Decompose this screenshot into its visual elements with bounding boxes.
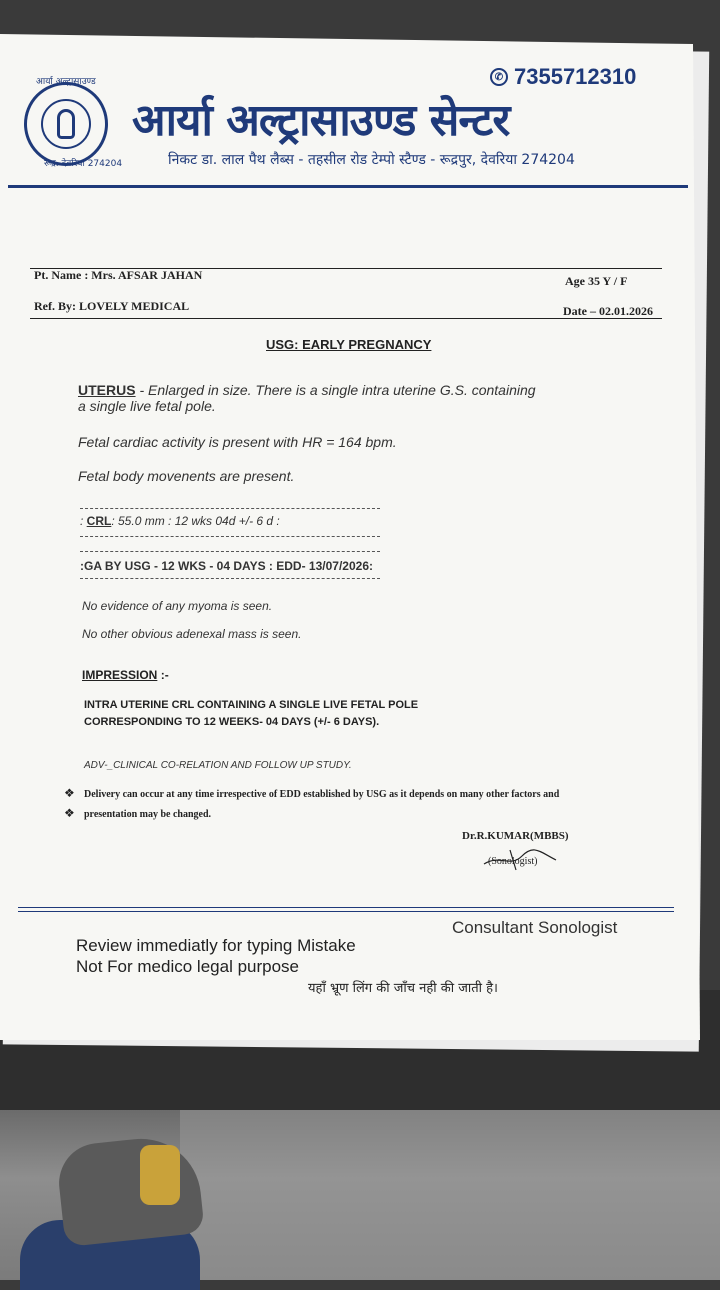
consultant-title: Consultant Sonologist [452,918,618,937]
impression-heading [82,668,169,682]
impression-label: IMPRESSION [82,668,158,682]
phone-number [490,64,636,90]
gender-test-notice: यहाँ भ्रूण लिंग की जाँच नही की जाती है। [308,981,498,996]
legal-note: Not For medico legal purpose [76,957,300,976]
dash-rule [80,536,380,537]
footer-rule-bottom [18,911,674,912]
myoma-finding: No evidence of any myoma is seen. [82,599,273,613]
patient-bottom-rule [30,318,662,319]
dash-rule [80,551,380,552]
sonologist-label: (Sonologist) [488,856,538,867]
cardiac-activity: Fetal cardiac activity is present with HR = 164 bpm. [78,434,397,450]
advice: ADV-_CLINICAL CO-RELATION AND FOLLOW UP STUDY. [84,760,352,771]
uterus-label: UTERUS [78,382,136,398]
header-divider [8,185,688,188]
uterus-line-1 [78,382,536,398]
gestational-age: :GA BY USG - 12 WKS - 04 DAYS : EDD- 13/07/2026: [80,559,373,573]
report-date: Date – 02.01.2026 [563,304,653,318]
patient-age: Age 35 Y / F [565,274,628,288]
adnexal-finding: No other obvious adenexal mass is seen. [82,627,302,641]
delivery-note-2: presentation may be changed. [84,809,212,820]
uterus-line-2: a single live fetal pole. [78,398,216,414]
footer-rule-top [18,907,674,908]
dash-rule [80,578,380,579]
impression-line-1: INTRA UTERINE CRL CONTAINING A SINGLE LIVE FETAL POLE [84,699,419,711]
report-title: USG: EARLY PREGNANCY [266,337,432,352]
referred-by: Ref. By: LOVELY MEDICAL [34,299,190,313]
mother-child-icon [41,99,91,149]
shoe-accent [140,1145,180,1205]
diamond-bullet-icon: ❖ [64,786,75,800]
logo-text-bottom: रूद्र. देवरिया 274204 [44,159,123,169]
impression-line-2: CORRESPONDING TO 12 WEEKS- 04 DAYS (+/- 6 DAYS). [84,716,380,728]
review-note: Review immediatly for typing Mistake [76,936,356,955]
dash-rule [80,508,380,509]
crl-label: CRL [86,514,112,528]
fetal-movements: Fetal body movenents are present. [78,468,295,484]
logo-text-top: आर्या अल्ट्रासाउण्ड [36,77,96,87]
center-address: निकट डा. लाल पैथ लैब्स - तहसील रोड टेम्पो स्टैण्ड - रूद्रपुर, देवरिया 274204 [168,152,575,168]
patient-name: Pt. Name : Mrs. AFSAR JAHAN [34,268,203,282]
signature [480,846,560,872]
whatsapp-icon: ✆ [490,68,508,86]
uterus-text-1: - Enlarged in size. There is a single intra uterine G.S. containing [135,382,536,398]
crl-value: : 55.0 mm : 12 wks 04d +/- 6 d : [111,514,280,528]
center-name: आर्या अल्ट्रासाउण्ड सेन्टर [132,95,510,146]
delivery-note-1: Delivery can occur at any time irrespective of EDD established by USG as it depends on many other factors and [84,789,560,800]
doctor-name: Dr.R.KUMAR(MBBS) [462,830,569,842]
impression-suffix: :- [157,668,169,682]
center-logo [24,82,108,166]
phone-text: 7355712310 [514,64,637,89]
diamond-bullet-icon: ❖ [64,806,75,820]
crl-row: : CRL: 55.0 mm : 12 wks 04d +/- 6 d : [80,514,280,528]
